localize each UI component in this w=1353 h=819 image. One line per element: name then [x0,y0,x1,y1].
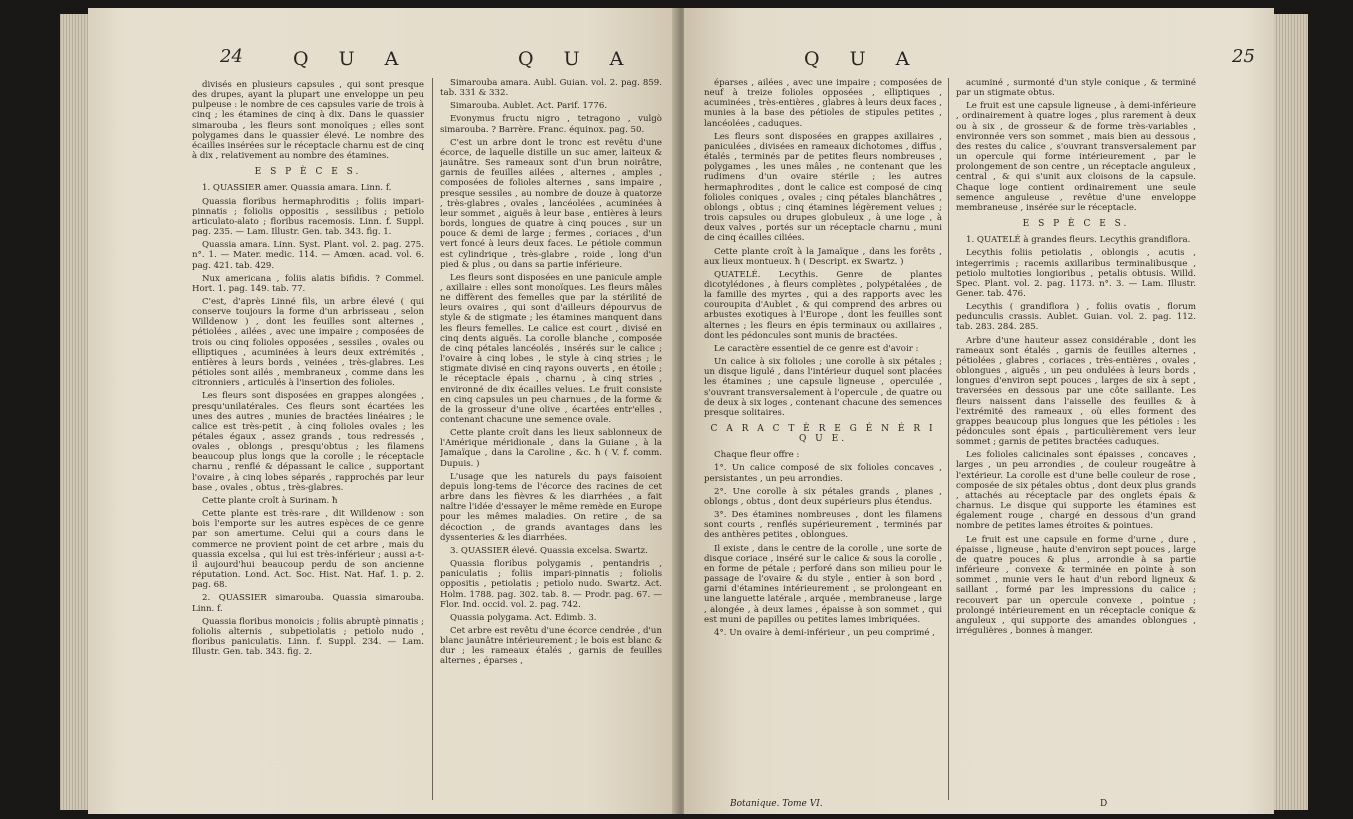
paragraph: Le fruit est une capsule en forme d'urne , dure , épaisse , ligneuse , haute d'environ sept pouces , large de quatre pouces & plus , arrondie à sa partie inférieure , convexe & terminée en pointe à son sommet , munie vers le haut d'un rebord ligneux & saillant , formé par les impressions du calice ; recouvert par un opercule convexe , pointue ; prolongé intérieurement en un réceptacle conique & anguleux , qui supporte des amandes oblongues , irrégulières , bonnes à manger. [956,534,1196,636]
paragraph: Le caractère essentiel de ce genre est d'avoir : [714,343,919,354]
right-column-1 [704,78,942,806]
paragraph: Lecythis foliis petiolatis , oblongis , acutis , integerrimis ; racemis axillaribus terminalibusque , petiolo multoties longioribus , petalis obtusis. Willd. Spec. Plant. vol. 2. pag. 1173. n°. 3. — Lam. Illustr. Gener. tab. 476. [956,248,1196,299]
footer-volume: Botanique. Tome VI. [730,799,823,809]
paragraph: L'usage que les naturels du pays faisoient depuis long-tems de l'écorce des racines de cet arbre dans les fièvres & les diarrhées , a fait naître l'idée d'essayer le même remède en Europe pour les mêmes maladies. On retire , de sa décoction , de grands avantages dans les dyssenteries & les diarrhées. [440,471,662,543]
paragraph: Cette plante croît à Surinam. ħ [202,495,338,506]
running-header-2: Q U A [518,48,636,70]
paragraph: 2°. Une corolle à six pétales grands , planes , oblongs , obtus , dont deux supérieurs plus étendus. [704,486,942,507]
paragraph: E S P È C E S. [1022,219,1130,230]
right-column-2 [956,78,1196,794]
paragraph: Chaque fleur offre : [714,450,800,461]
left-page-edges [60,14,88,810]
paragraph: 2. QUASSIER simarouba. Quassia simarouba. Linn. f. [192,593,424,614]
column-rule [948,78,949,800]
paragraph: éparses , ailées , avec une impaire ; composées de neuf à treize folioles opposées , elliptiques , acuminées , très-entières , glabres à leurs deux faces , munies à la base des pétioles de stipules petites , lancéolées , caduques. [704,78,942,129]
paragraph: 1°. Un calice composé de six folioles concaves , persistantes , un peu arrondies. [704,463,942,484]
paragraph: Arbre d'une hauteur assez considérable , dont les rameaux sont étalés , garnis de feuilles alternes , pétiolées , glabres , coriaces , très-entières , ovales , oblongues , aiguës , un peu ondulées à leurs bords , longues d'environ sept pouces , larges de six à sept , traversées en dessous par une côte saillante. Les fleurs naissent dans l'aisselle des feuilles & à l'extrémité des rameaux , où elles forment des grappes beaucoup plus longues que les pétioles : les pédoncules sont épais , particulièrement vers leur sommet ; garnis de petites bractées caduques. [956,335,1196,448]
paragraph: Cette plante est très-rare , dit Willdenow : son bois l'emporte sur les autres espèces de ce genre par son amertume. Celui qui a cours dans le commerce ne provient point de cet arbre , mais du quassia excelsa , qui lui est très-inférieur ; aussi a-t-il aujourd'hui beaucoup perdu de son ancienne réputation. Lond. Act. Soc. Hist. Nat. Haf. 1. p. 2. pag. 68. [192,509,424,591]
paragraph: Cette plante croît à la Jamaïque , dans les forêts , aux lieux montueux. ħ ( Descript. ex Swartz. ) [704,246,942,267]
paragraph: Cette plante croît dans les lieux sablonneux de l'Amérique méridionale , dans la Guiane , à la Jamaïque , dans la Caroline , &c. ħ ( V. f. comm. Dupuis. ) [440,428,662,469]
paragraph: Simarouba amara. Aubl. Guian. vol. 2. pag. 859. tab. 331 & 332. [440,78,662,99]
running-header: Q U A [804,48,922,70]
paragraph: Il existe , dans le centre de la corolle , une sorte de disque coriace , inséré sur le calice & sous la corolle , en forme de pétale ; perforé dans son milieu pour le passage de l'ovaire & du style , entier à son bord , garni d'étamines intérieurement , se prolongeant en une languette latérale , arquée , membraneuse , large , alongée , à deux lames , épaisse à son sommet , qui est muni de papilles ou petites lames imbriquées. [704,543,942,625]
paragraph: Les fleurs sont disposées en grappes axillaires , paniculées , divisées en rameaux dichotomes , diffus , étalés , terminés par de petites fleurs nombreuses , polygames , les unes mâles , ne contenant que les rudimens d'un ovaire stérile ; les autres hermaphrodites , dont le calice est composé de cinq folioles coniques , ovales ; cinq pétales blanchâtres , oblongs , obtus ; cinq étamines légèrement velues ; trois capsules ou drupes globuleux , à une loge , à deux valves , portés sur un réceptacle charnu , muni de cinq écailles ciliées. [704,131,942,244]
paragraph: 3. QUASSIER élevé. Quassia excelsa. Swartz. [450,545,648,556]
paragraph: divisés en plusieurs capsules , qui sont presque des drupes, ayant la plupart une enveloppe un peu pulpeuse : le nombre de ces capsules varie de trois à cinq ; les étamines de cinq à dix. Dans le quassier simarouba , les fleurs sont monoïques ; elles sont polygames dans le quassier élevé. Le nombre des écailles insérées sur le réceptacle charnu est de cinq à dix , relativement au nombre des étamines. [192,80,424,162]
paragraph: E S P È C E S. [254,167,362,178]
paragraph: Un calice à six folioles ; une corolle à six pétales ; un disque ligulé , dans l'intérieur duquel sont placées les étamines ; une capsule ligneuse , operculée , s'ouvrant transversalement à l'opercule , de quatre ou de deux à six loges , contenant chacune des semences presque solitaires. [704,357,942,418]
paragraph: 3°. Des étamines nombreuses , dont les filamens sont courts , renflés supérieurement , terminés par des anthères petites , oblongues. [704,510,942,541]
paragraph: Les folioles calicinales sont épaisses , concaves , larges , un peu arrondies , de couleur rougeâtre à l'extérieur. La corolle est d'une belle couleur de rose , composée de six pétales obtus , dont deux plus grands , attachés au réceptacle par des onglets épais & charnus. Le disque qui supporte les étamines est également rouge , chargé en dessous d'un grand nombre de petites lames étroites & pointues. [956,450,1196,532]
paragraph: 1. QUATELÉ à grandes fleurs. Lecythis grandiflora. [966,235,1191,246]
paragraph: C A R A C T È R E G É N É R I Q U E. [710,424,936,445]
paragraph: QUATELÉ. Lecythis. Genre de plantes dicotylédones , à fleurs complètes , polypétalées , de la famille des myrtes , qui a des rapports avec les couroupita d'Aublet , & qui comprend des arbres ou arbustes exotiques à l'Europe , dont les feuilles sont alternes ; les fleurs en épis terminaux ou axillaires , dont les pédoncules sont munis de bractées. [704,269,942,341]
paragraph: acuminé , surmonté d'un style conique , & terminé par un stigmate obtus. [956,78,1196,99]
page-number: 24 [220,46,243,67]
paragraph: Le fruit est une capsule ligneuse , à demi-inférieure , ordinairement à quatre loges , plus rarement à deux ou à six , de grosseur & de forme très-variables , environnée vers son sommet , mais bien au dessous , des restes du calice , s'ouvrant transversalement par un opercule qui forme intérieurement , par le prolongement de son centre , un réceptacle anguleux , central , & qui s'unit aux cloisons de la capsule. Chaque loge contient ordinairement une seule semence anguleuse , revêtue d'une enveloppe membraneuse , insérée sur le réceptacle. [956,101,1196,213]
paragraph: 4°. Un ovaire à demi-inférieur , un peu comprimé , [714,627,935,638]
signature-mark: D [1100,799,1108,809]
paragraph: 1. QUASSIER amer. Quassia amara. Linn. f. [202,183,392,194]
left-column-1 [192,80,424,802]
left-column-2 [440,78,662,800]
column-rule [432,78,433,800]
running-header: Q U A [293,48,411,70]
paragraph: Les fleurs sont disposées en une panicule ample , axillaire : elles sont monoïques. Les fleurs mâles ne diffèrent des femelles que par la stérilité de leurs ovaires , qui sont d'ailleurs dépourvus de style & de stigmate ; les étamines manquent dans les fleurs femelles. Le calice est court , divisé en cinq dents aiguës. La corolle blanche , composée de cinq pétales lancéolés , insérés sur le calice ; l'ovaire à cinq lobes , le style à cinq stries ; le stigmate divisé en cinq rayons ouverts , en étoile ; le réceptacle épais , charnu , à cinq stries , environné de dix écailles velues. Le fruit consiste en cinq capsules un peu charnues , de la forme & de la grosseur d'une olive , écartées entr'elles , contenant chacune une semence ovale. [440,272,662,425]
page-number: 25 [1232,46,1255,67]
right-page [684,8,1274,814]
right-page-edges [1274,14,1308,810]
paragraph: Evonymus fructu nigro , tetragono , vulgò simarouba. ? Barrère. Franc. équinox. pag. 50. [440,114,662,135]
paragraph: Quassia floribus polygamis , pentandris , paniculatis ; foliis impari-pinnatis ; foliolis oppositis , petiolatis ; petiolo nudo. Swartz. Act. Holm. 1788. pag. 302. tab. 8. — Prodr. pag. 67. — Flor. Ind. occid. vol. 2. pag. 742. [440,559,662,610]
paragraph: C'est, d'après Linné fils, un arbre élevé ( qui conserve toujours la forme d'un arbrisseau , selon Willdenow ) , dont les feuilles sont alternes , pétiolées , ailées , avec une impaire ; composées de trois ou cinq folioles opposées , sessiles , ovales ou elliptiques , acuminées à leurs deux extrémités , entières à leurs bords , veinées , très-glabres. Les pétioles sont ailés , membraneux , comme dans les citronniers , articulés à l'insertion des folioles. [192,296,424,389]
left-page [88,8,676,814]
paragraph: Lecythis ( grandiflora ) , foliis ovatis , florum pedunculis crassis. Aublet. Guian. vol. 2. pag. 112. tab. 283. 284. 285. [956,302,1196,333]
paragraph: Nux americana , foliis alatis bifidis. ? Commel. Hort. 1. pag. 149. tab. 77. [192,273,424,294]
paragraph: Simarouba. Aublet. Act. Parif. 1776. [450,101,608,112]
paragraph: Quassia floribus monoicis ; foliis abruptè pinnatis ; foliolis alternis , subpetiolatis ; petiolo nudo , floribus paniculatis. Linn. f. Suppl. 234. — Lam. Illustr. Gen. tab. 343. fig. 2. [192,616,424,658]
paragraph: Quassia amara. Linn. Syst. Plant. vol. 2. pag. 275. n°. 1. — Mater. medic. 114. — Amœn. acad. vol. 6. pag. 421. tab. 429. [192,240,424,271]
paragraph: C'est un arbre dont le tronc est revêtu d'une écorce, de laquelle distille un suc amer, laiteux & jaunâtre. Ses rameaux sont d'un brun noirâtre, garnis de feuilles ailées , alternes , amples , composées de folioles alternes , sans impaire , presque sessiles , au nombre de douze à quatorze , très-glabres , ovales , lancéolées , acuminées à leur sommet , aiguës à leur base , entières à leurs bords, longues de quatre à cinq pouces , sur un pouce & demi de large ; fermes , coriaces , d'un vert foncé à leurs deux faces. Le pétiole commun est cylindrique , très-glabre , roide , long d'un pied & plus , ou dans sa partie inférieure. [440,137,662,270]
paragraph: Quassia polygama. Act. Edimb. 3. [450,612,597,623]
paragraph: Cet arbre est revêtu d'une écorce cendrée , d'un blanc jaunâtre intérieurement ; le bois est blanc & dur ; les rameaux étalés , garnis de feuilles alternes , éparses , [440,625,662,667]
paragraph: Les fleurs sont disposées en grappes alongées , presqu'unilatérales. Ces fleurs sont écartées les unes des autres , munies de bractées linéaires ; le calice est très-petit , à cinq folioles ovales ; les pétales égaux , assez grands , tous redressés , ovales , oblongs , presqu'obtus ; les filamens beaucoup plus longs que la corolle ; le réceptacle charnu , renflé & dépassant le calice , supportant l'ovaire , à cinq lobes séparés , rapprochés par leur base , ovales , obtus , très-glabres. [192,391,424,493]
paragraph: Quassia floribus hermaphroditis ; foliis impari-pinnatis ; foliolis oppositis , sessilibus ; petiolo articulato-alato ; floribus racemosis. Linn. f. Suppl. pag. 235. — Lam. Illustr. Gen. tab. 343. fig. 1. [192,196,424,238]
